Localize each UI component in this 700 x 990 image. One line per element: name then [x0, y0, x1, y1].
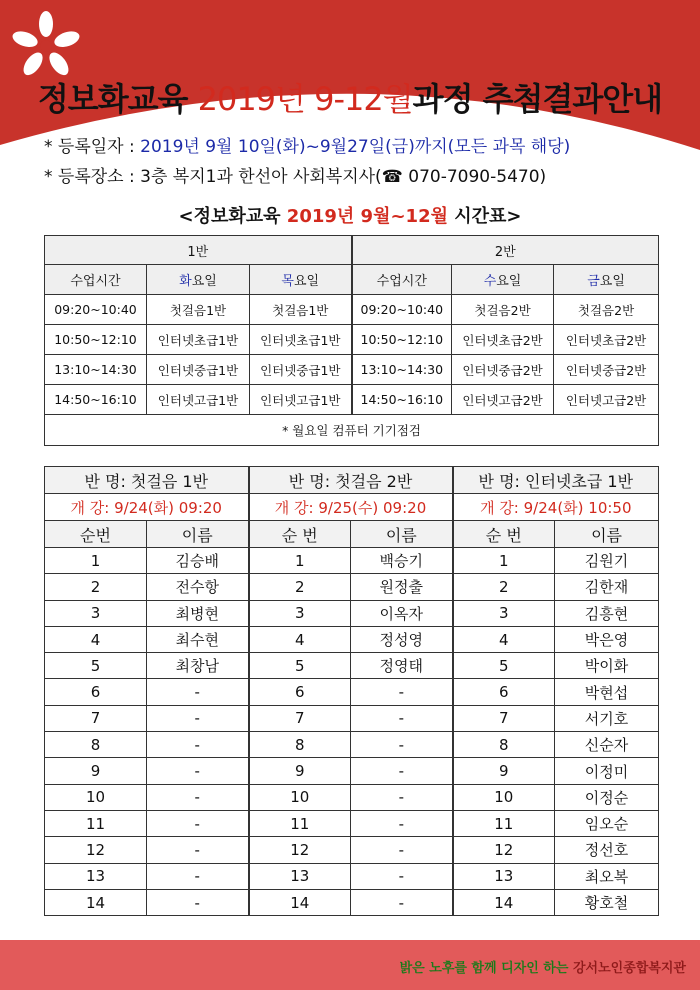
course-cell: 인터넷중급2반: [452, 355, 554, 385]
roster-name-cell: -: [351, 705, 453, 731]
schedule-row: [45, 325, 659, 355]
roster-name-cell: -: [147, 863, 249, 889]
roster-row: [45, 600, 659, 626]
time-cell: 14:50~16:10: [45, 385, 147, 415]
roster-name-cell: -: [351, 837, 453, 863]
roster-name-cell: -: [147, 810, 249, 836]
roster-number-cell: 3: [453, 600, 555, 626]
roster-row: [45, 758, 659, 784]
roster-name-cell: 최창남: [147, 653, 249, 679]
col-wednesday: 수요일: [452, 265, 554, 295]
flower-logo-icon: [8, 6, 84, 82]
roster-name-cell: 이정순: [555, 784, 659, 810]
registration-phone: 070-7090-5470): [408, 167, 547, 187]
col-name: 이름: [351, 521, 453, 548]
roster-name-cell: 최병현: [147, 600, 249, 626]
roster-number-cell: 9: [45, 758, 147, 784]
course-cell: 인터넷초급2반: [452, 325, 554, 355]
course-cell: 인터넷초급2반: [554, 325, 659, 355]
col-tuesday: 화요일: [147, 265, 250, 295]
col-number: 순 번: [249, 521, 351, 548]
course-cell: 첫걸음2반: [554, 295, 659, 325]
roster-name-cell: 최수현: [147, 626, 249, 652]
time-cell: 14:50~16:10: [352, 385, 452, 415]
roster-number-cell: 11: [45, 810, 147, 836]
course-cell: 첫걸음2반: [452, 295, 554, 325]
roster-number-cell: 2: [45, 574, 147, 600]
schedule-row: [45, 355, 659, 385]
roster-number-cell: 10: [45, 784, 147, 810]
time-cell: 10:50~12:10: [352, 325, 452, 355]
roster-name-cell: 이옥자: [351, 600, 453, 626]
schedule-heading-open: <정보화교육: [178, 206, 281, 227]
roster-name-cell: -: [147, 758, 249, 784]
course-cell: 첫걸음1반: [147, 295, 250, 325]
col-thursday: 목요일: [250, 265, 352, 295]
course-cell: 인터넷중급2반: [554, 355, 659, 385]
schedule-row: [45, 295, 659, 325]
roster-number-cell: 7: [453, 705, 555, 731]
roster-row: [45, 705, 659, 731]
schedule-heading-period: 2019년 9월~12월: [286, 206, 448, 227]
roster-row: [45, 548, 659, 574]
roster-open-date: 개 강: 9/24(화) 09:20: [45, 494, 249, 521]
roster-number-cell: 12: [453, 837, 555, 863]
registration-date-label: * 등록일자 :: [44, 137, 135, 157]
roster-number-cell: 5: [45, 653, 147, 679]
course-cell: 인터넷중급1반: [147, 355, 250, 385]
roster-number-cell: 14: [453, 889, 555, 915]
roster-number-cell: 13: [453, 863, 555, 889]
roster-name-cell: -: [147, 705, 249, 731]
roster-number-cell: 3: [249, 600, 351, 626]
title-part-3: 과정 추첨결과안내: [412, 80, 663, 118]
roster-number-cell: 4: [249, 626, 351, 652]
roster-name-cell: -: [147, 784, 249, 810]
roster-name-cell: 정영태: [351, 653, 453, 679]
time-cell: 13:10~14:30: [45, 355, 147, 385]
maintenance-note: * 월요일 컴퓨터 기기점검: [45, 415, 659, 446]
footer-bar: [0, 940, 700, 990]
roster-row: [45, 784, 659, 810]
roster-row: [45, 574, 659, 600]
roster-row: [45, 837, 659, 863]
roster-name-cell: 정선호: [555, 837, 659, 863]
roster-name-cell: -: [147, 889, 249, 915]
course-cell: 인터넷중급1반: [250, 355, 352, 385]
roster-number-cell: 10: [453, 784, 555, 810]
roster-name-cell: -: [147, 679, 249, 705]
roster-row: [45, 626, 659, 652]
roster-number-cell: 14: [45, 889, 147, 915]
footer-slogan: 밝은 노후를 함께 디자인 하는: [399, 961, 569, 976]
roster-number-cell: 14: [249, 889, 351, 915]
roster-name-cell: -: [147, 837, 249, 863]
course-cell: 인터넷고급1반: [147, 385, 250, 415]
roster-number-cell: 8: [45, 732, 147, 758]
roster-row: [45, 679, 659, 705]
roster-number-cell: 3: [45, 600, 147, 626]
roster-number-cell: 11: [249, 810, 351, 836]
roster-name-cell: 김흥현: [555, 600, 659, 626]
roster-number-cell: 7: [45, 705, 147, 731]
registration-place-label: * 등록장소 :: [44, 167, 135, 187]
registration-place: [44, 162, 546, 187]
time-cell: 09:20~10:40: [352, 295, 452, 325]
roster-name-cell: 김승배: [147, 548, 249, 574]
roster-name-cell: 박은영: [555, 626, 659, 652]
roster-number-cell: 5: [249, 653, 351, 679]
roster-number-cell: 6: [249, 679, 351, 705]
title-part-1: 정보화교육: [37, 80, 188, 118]
roster-row: [45, 732, 659, 758]
roster-number-cell: 1: [453, 548, 555, 574]
roster-class-name: 반 명: 인터넷초급 1반: [453, 467, 659, 494]
roster-number-cell: 10: [249, 784, 351, 810]
roster-name-cell: 김원기: [555, 548, 659, 574]
roster-name-cell: -: [351, 889, 453, 915]
roster-number-cell: 9: [249, 758, 351, 784]
course-cell: 첫걸음1반: [250, 295, 352, 325]
course-cell: 인터넷고급2반: [554, 385, 659, 415]
time-cell: 13:10~14:30: [352, 355, 452, 385]
roster-number-cell: 1: [249, 548, 351, 574]
roster-name-cell: -: [351, 863, 453, 889]
roster-name-cell: 이정미: [555, 758, 659, 784]
roster-name-cell: -: [351, 810, 453, 836]
col-name: 이름: [147, 521, 249, 548]
roster-number-cell: 13: [45, 863, 147, 889]
roster-row: [45, 653, 659, 679]
roster-name-cell: -: [147, 732, 249, 758]
roster-name-cell: 황호철: [555, 889, 659, 915]
course-cell: 인터넷고급2반: [452, 385, 554, 415]
course-cell: 인터넷초급1반: [250, 325, 352, 355]
roster-name-cell: 김한재: [555, 574, 659, 600]
course-cell: 인터넷고급1반: [250, 385, 352, 415]
roster-table: [44, 466, 659, 916]
registration-date: [44, 132, 570, 157]
roster-name-cell: 원정출: [351, 574, 453, 600]
col-number: 순번: [45, 521, 147, 548]
roster-class-name: 반 명: 첫걸음 1반: [45, 467, 249, 494]
roster-name-cell: 최오복: [555, 863, 659, 889]
roster-row: [45, 810, 659, 836]
roster-open-date: 개 강: 9/24(화) 10:50: [453, 494, 659, 521]
roster-name-cell: 박현섭: [555, 679, 659, 705]
roster-number-cell: 5: [453, 653, 555, 679]
roster-name-cell: 서기호: [555, 705, 659, 731]
roster-number-cell: 6: [453, 679, 555, 705]
roster-name-cell: 임오순: [555, 810, 659, 836]
roster-number-cell: 8: [453, 732, 555, 758]
registration-date-value: 2019년 9월 10일(화)~9월27일(금)까지(모든 과목 해당): [140, 137, 571, 157]
class-1-header: 1반: [45, 236, 352, 265]
page-title: [0, 74, 700, 120]
roster-name-cell: -: [351, 784, 453, 810]
schedule-heading: [0, 202, 700, 228]
roster-name-cell: -: [351, 679, 453, 705]
roster-number-cell: 9: [453, 758, 555, 784]
registration-place-value: 3층 복지1과 한선아 사회복지사(: [140, 167, 382, 187]
footer-organization: 강서노인종합복지관: [572, 961, 686, 976]
roster-name-cell: 정성영: [351, 626, 453, 652]
roster-open-date: 개 강: 9/25(수) 09:20: [249, 494, 453, 521]
roster-number-cell: 4: [453, 626, 555, 652]
col-name: 이름: [555, 521, 659, 548]
time-cell: 09:20~10:40: [45, 295, 147, 325]
roster-number-cell: 1: [45, 548, 147, 574]
course-cell: 인터넷초급1반: [147, 325, 250, 355]
roster-number-cell: 8: [249, 732, 351, 758]
roster-name-cell: 백승기: [351, 548, 453, 574]
roster-name-cell: -: [351, 758, 453, 784]
time-cell: 10:50~12:10: [45, 325, 147, 355]
col-time-2: 수업시간: [352, 265, 452, 295]
col-number: 순 번: [453, 521, 555, 548]
title-part-2: 2019년 9-12월: [197, 80, 413, 118]
roster-number-cell: 2: [249, 574, 351, 600]
roster-class-name: 반 명: 첫걸음 2반: [249, 467, 453, 494]
col-time-1: 수업시간: [45, 265, 147, 295]
roster-number-cell: 7: [249, 705, 351, 731]
roster-number-cell: 11: [453, 810, 555, 836]
phone-icon: ☎: [381, 167, 403, 187]
footer-text: [400, 957, 686, 976]
roster-row: [45, 889, 659, 915]
roster-name-cell: -: [351, 732, 453, 758]
roster-name-cell: 신순자: [555, 732, 659, 758]
schedule-heading-close: 시간표>: [454, 206, 522, 227]
roster-number-cell: 6: [45, 679, 147, 705]
roster-number-cell: 12: [45, 837, 147, 863]
roster-number-cell: 13: [249, 863, 351, 889]
roster-number-cell: 12: [249, 837, 351, 863]
col-friday: 금요일: [554, 265, 659, 295]
roster-name-cell: 박이화: [555, 653, 659, 679]
class-2-header: 2반: [352, 236, 659, 265]
roster-number-cell: 4: [45, 626, 147, 652]
schedule-row: [45, 385, 659, 415]
schedule-table: [44, 235, 659, 446]
roster-row: [45, 863, 659, 889]
roster-number-cell: 2: [453, 574, 555, 600]
roster-name-cell: 전수항: [147, 574, 249, 600]
